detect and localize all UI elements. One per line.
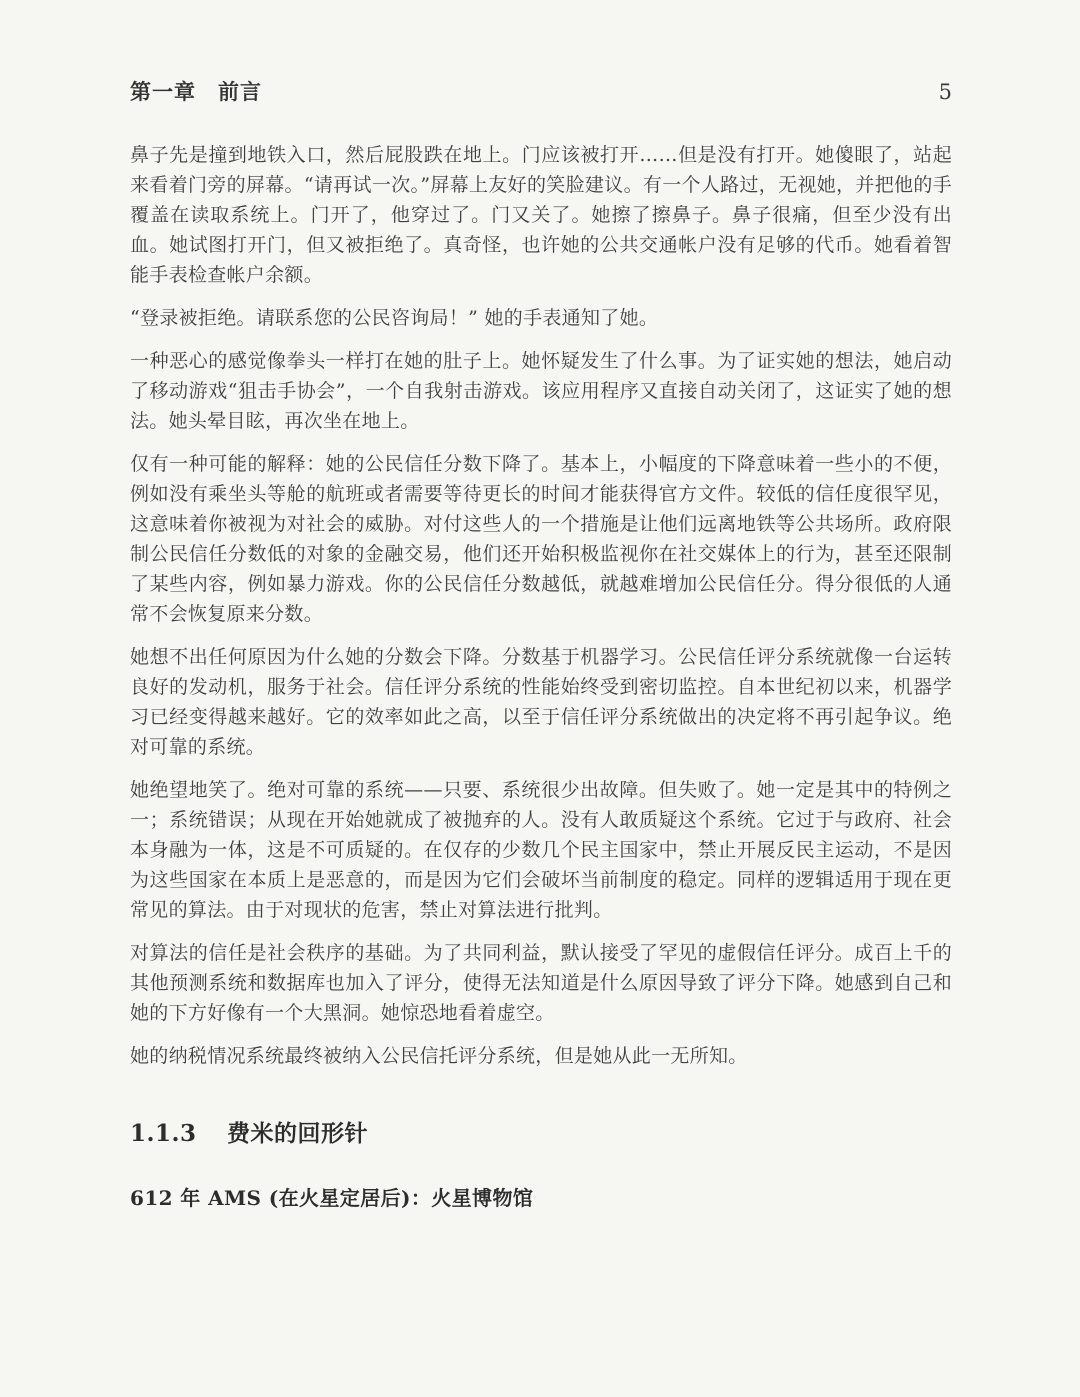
- section-title: 费米的回形针: [227, 1120, 369, 1147]
- page-number: 5: [938, 80, 952, 104]
- section-number: 1.1.3: [130, 1120, 197, 1147]
- subsection-heading: 612 年 AMS (在火星定居后)：火星博物馆: [130, 1186, 534, 1210]
- paragraph: “登录被拒绝。请联系您的公民咨询局！” 她的手表通知了她。: [130, 307, 659, 329]
- paragraph: 她的纳税情况系统最终被纳入公民信托评分系统，但是她从此一无所知。: [130, 1045, 748, 1067]
- paragraph: 她绝望地笑了。绝对可靠的系统——只要、系统很少出故障。但失败了。她一定是其中的特例之一；系统错误；从现在开始她就成了被抛弃的人。没有人敢质疑这个系统。它过于与政府、社会本身融为一体，这是不可质疑的。在仅存的少数几个民主国家中，禁止开展反民主运动，不是因为这些国家在本质上是恶意的，而是因为它们会破坏当前制度的稳定。同样的逻辑适用于现在更常见的算法。由于对现状的危害，禁止对算法进行批判。: [130, 779, 952, 921]
- paragraph: 对算法的信任是社会秩序的基础。为了共同利益，默认接受了罕见的虚假信任评分。成百上千的其他预测系统和数据库也加入了评分，使得无法知道是什么原因导致了评分下降。她感到自己和她的下方好像有一个大黑洞。她惊恐地看着虚空。: [130, 942, 952, 1024]
- paragraph: 仅有一种可能的解释：她的公民信任分数下降了。基本上，小幅度的下降意味着一些小的不便，例如没有乘坐头等舱的航班或者需要等待更长的时间才能获得官方文件。较低的信任度很罕见，这意味着你被视为对社会的威胁。对付这些人的一个措施是让他们远离地铁等公共场所。政府限制公民信任分数低的对象的金融交易，他们还开始积极监视你在社交媒体上的行为，甚至还限制了某些内容，例如暴力游戏。你的公民信任分数越低，就越难增加公民信任分。得分很低的人通常不会恢复原来分数。: [130, 453, 952, 625]
- paragraph: 她想不出任何原因为什么她的分数会下降。分数基于机器学习。公民信任评分系统就像一台运转良好的发动机，服务于社会。信任评分系统的性能始终受到密切监控。自本世纪初以来，机器学习已经变得越来越好。它的效率如此之高，以至于信任评分系统做出的决定将不再引起争议。绝对可靠的系统。: [130, 646, 952, 758]
- paragraph: 鼻子先是撞到地铁入口，然后屁股跌在地上。门应该被打开……但是没有打开。她傻眼了，站起来看着门旁的屏幕。“请再试一次。”屏幕上友好的笑脸建议。有一个人路过，无视她，并把他的手覆盖在读取系统上。门开了，他穿过了。门又关了。她擦了擦鼻子。鼻子很痛，但至少没有出血。她试图打开门，但又被拒绝了。真奇怪，也许她的公共交通帐户没有足够的代币。她看着智能手表检查帐户余额。: [130, 144, 952, 286]
- section-heading: [130, 1115, 952, 1148]
- body-text: [130, 140, 952, 1211]
- paragraph: 一种恶心的感觉像拳头一样打在她的肚子上。她怀疑发生了什么事。为了证实她的想法，她启动了移动游戏“狙击手协会”，一个自我射击游戏。该应用程序又直接自动关闭了，这证实了她的想法。她头晕目眩，再次坐在地上。: [130, 350, 952, 432]
- running-header: [130, 76, 952, 106]
- running-head-chapter-title: 第一章 前言: [130, 79, 262, 104]
